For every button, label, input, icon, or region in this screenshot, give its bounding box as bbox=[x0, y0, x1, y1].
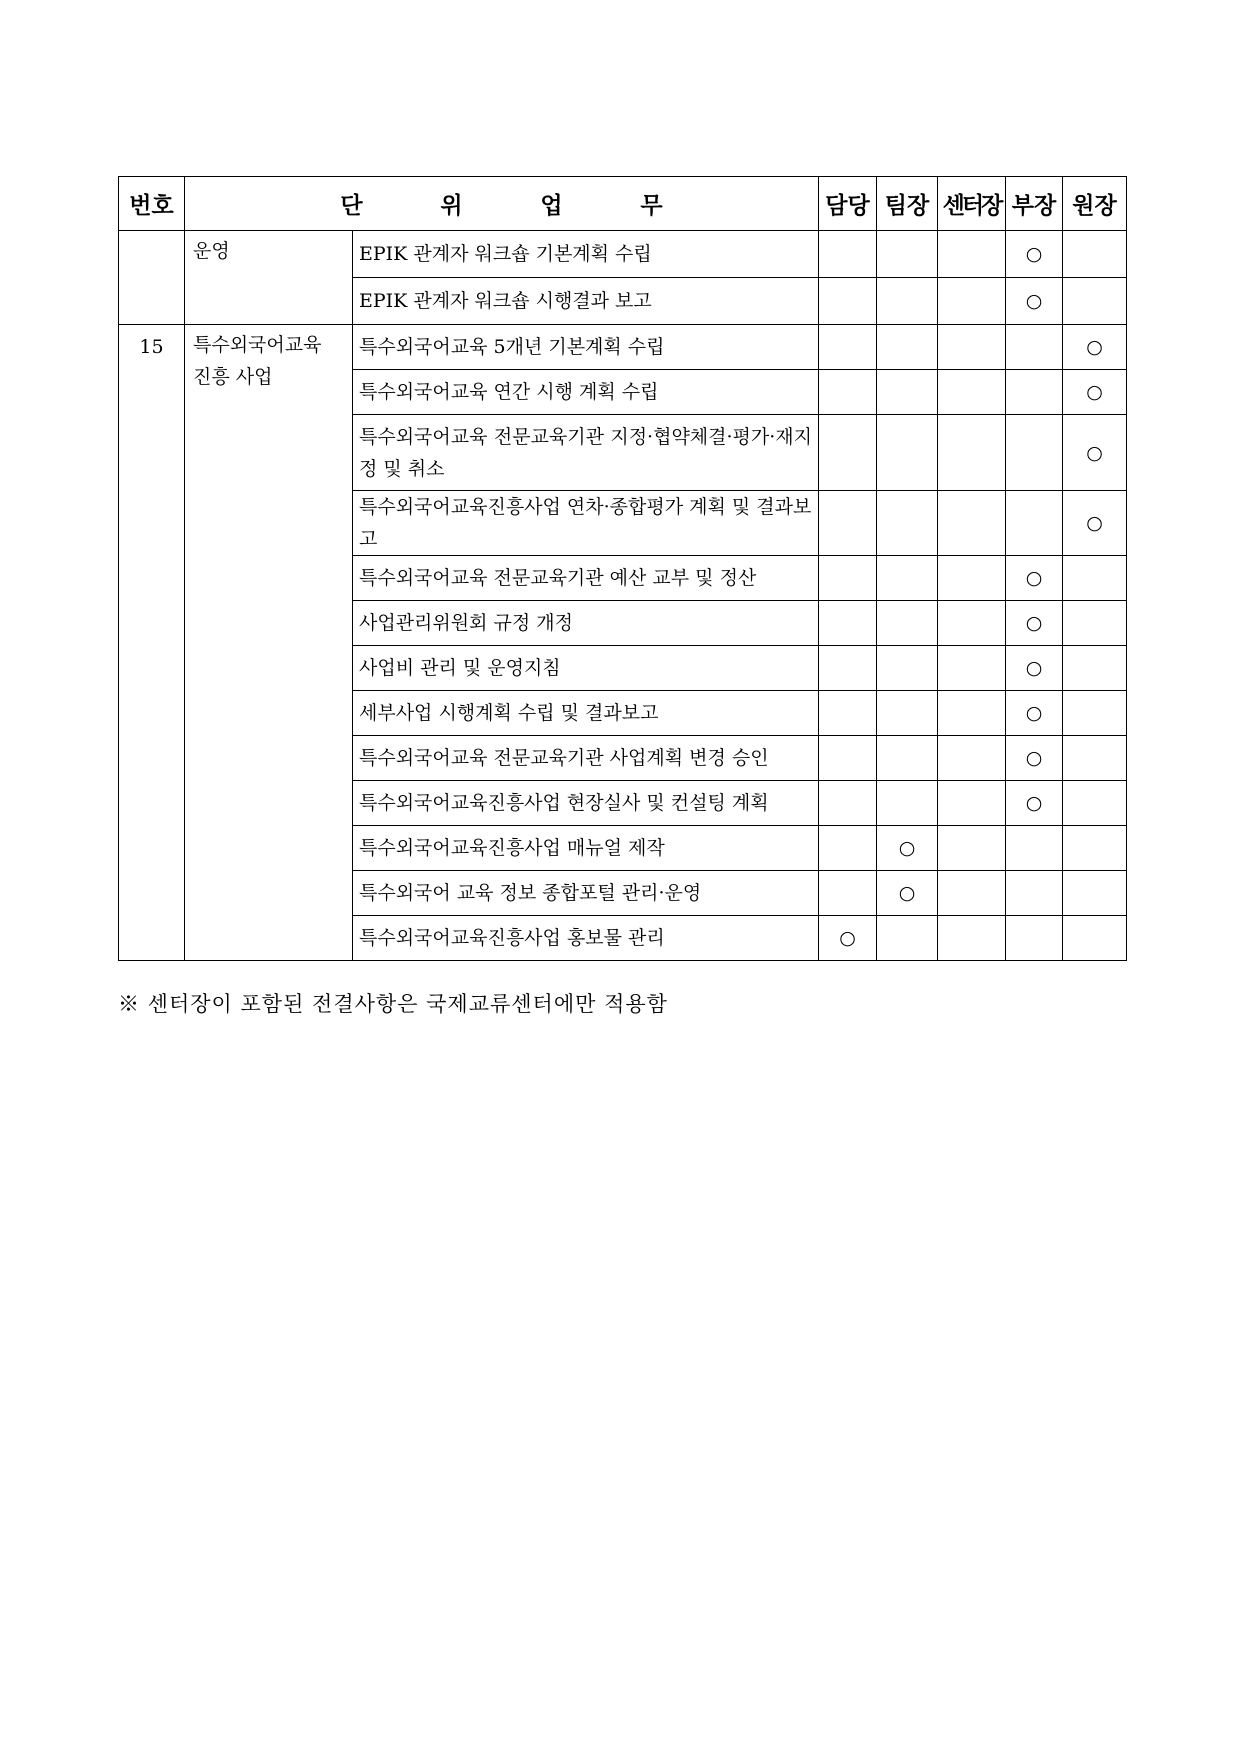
task-category: 운영 bbox=[185, 231, 353, 325]
approval-mark-department-head bbox=[1006, 916, 1063, 961]
approval-mark-director bbox=[1063, 556, 1127, 601]
task-description: 특수외국어교육 전문교육기관 예산 교부 및 정산 bbox=[353, 556, 819, 601]
approval-mark-center-head bbox=[938, 736, 1006, 781]
approval-mark-director bbox=[1063, 278, 1127, 325]
task-description: 특수외국어교육진흥사업 홍보물 관리 bbox=[353, 916, 819, 961]
approval-mark-staff bbox=[819, 781, 877, 826]
approval-mark-staff bbox=[819, 231, 877, 278]
header-role-director: 원장 bbox=[1063, 177, 1127, 231]
approval-mark-staff bbox=[819, 646, 877, 691]
approval-mark-department-head bbox=[1006, 370, 1063, 415]
approval-mark-director bbox=[1063, 601, 1127, 646]
approval-mark-staff bbox=[819, 491, 877, 556]
approval-mark-staff bbox=[819, 871, 877, 916]
approval-mark-center-head bbox=[938, 370, 1006, 415]
approval-mark-staff bbox=[819, 415, 877, 491]
row-number: 15 bbox=[119, 325, 185, 961]
approval-mark-director: ○ bbox=[1063, 415, 1127, 491]
approval-mark-center-head bbox=[938, 556, 1006, 601]
approval-mark-staff bbox=[819, 556, 877, 601]
approval-mark-team-leader bbox=[877, 491, 938, 556]
approval-mark-center-head bbox=[938, 691, 1006, 736]
approval-mark-department-head: ○ bbox=[1006, 231, 1063, 278]
approval-mark-director bbox=[1063, 916, 1127, 961]
task-category: 특수외국어교육 진흥 사업 bbox=[185, 325, 353, 961]
approval-mark-team-leader bbox=[877, 781, 938, 826]
approval-mark-department-head bbox=[1006, 415, 1063, 491]
approval-mark-team-leader bbox=[877, 415, 938, 491]
task-description: 특수외국어교육 전문교육기관 사업계획 변경 승인 bbox=[353, 736, 819, 781]
approval-mark-director: ○ bbox=[1063, 325, 1127, 370]
header-role-staff: 담당 bbox=[819, 177, 877, 231]
approval-mark-center-head bbox=[938, 781, 1006, 826]
header-task-char: 단 bbox=[340, 192, 363, 219]
approval-mark-department-head bbox=[1006, 325, 1063, 370]
approval-mark-team-leader bbox=[877, 601, 938, 646]
approval-authority-table bbox=[118, 176, 1127, 961]
task-description: 특수외국어교육진흥사업 현장실사 및 컨설팅 계획 bbox=[353, 781, 819, 826]
task-description: EPIK 관계자 워크숍 시행결과 보고 bbox=[353, 278, 819, 325]
approval-mark-center-head bbox=[938, 646, 1006, 691]
approval-mark-team-leader bbox=[877, 231, 938, 278]
header-number: 번호 bbox=[119, 177, 185, 231]
approval-mark-center-head bbox=[938, 278, 1006, 325]
approval-mark-team-leader bbox=[877, 278, 938, 325]
approval-mark-department-head: ○ bbox=[1006, 278, 1063, 325]
approval-mark-staff bbox=[819, 691, 877, 736]
table-body bbox=[119, 231, 1127, 961]
task-description: 특수외국어교육 5개년 기본계획 수립 bbox=[353, 325, 819, 370]
header-role-center-head: 센터장 bbox=[938, 177, 1006, 231]
row-number bbox=[119, 231, 185, 325]
approval-mark-team-leader bbox=[877, 556, 938, 601]
approval-mark-staff bbox=[819, 736, 877, 781]
approval-mark-staff: ○ bbox=[819, 916, 877, 961]
approval-mark-center-head bbox=[938, 826, 1006, 871]
header-role-department-head: 부장 bbox=[1006, 177, 1063, 231]
approval-mark-director bbox=[1063, 691, 1127, 736]
approval-mark-director bbox=[1063, 781, 1127, 826]
approval-mark-department-head: ○ bbox=[1006, 601, 1063, 646]
approval-mark-director bbox=[1063, 231, 1127, 278]
approval-mark-center-head bbox=[938, 601, 1006, 646]
approval-mark-staff bbox=[819, 278, 877, 325]
header-row bbox=[119, 177, 1127, 231]
approval-mark-department-head: ○ bbox=[1006, 646, 1063, 691]
approval-mark-center-head bbox=[938, 231, 1006, 278]
approval-mark-center-head bbox=[938, 491, 1006, 556]
task-description: 특수외국어 교육 정보 종합포털 관리·운영 bbox=[353, 871, 819, 916]
approval-mark-center-head bbox=[938, 916, 1006, 961]
approval-mark-department-head: ○ bbox=[1006, 736, 1063, 781]
table-row bbox=[119, 325, 1127, 370]
approval-mark-department-head bbox=[1006, 491, 1063, 556]
approval-mark-team-leader bbox=[877, 736, 938, 781]
approval-mark-team-leader: ○ bbox=[877, 826, 938, 871]
task-description: 특수외국어교육 연간 시행 계획 수립 bbox=[353, 370, 819, 415]
approval-mark-team-leader bbox=[877, 916, 938, 961]
approval-mark-team-leader: ○ bbox=[877, 871, 938, 916]
task-description: 사업비 관리 및 운영지침 bbox=[353, 646, 819, 691]
approval-mark-department-head bbox=[1006, 871, 1063, 916]
approval-mark-team-leader bbox=[877, 325, 938, 370]
approval-mark-center-head bbox=[938, 325, 1006, 370]
approval-mark-director: ○ bbox=[1063, 370, 1127, 415]
approval-mark-department-head bbox=[1006, 826, 1063, 871]
footnote: ※ 센터장이 포함된 전결사항은 국제교류센터에만 적용함 bbox=[118, 992, 668, 1016]
task-description: 특수외국어교육 전문교육기관 지정·협약체결·평가·재지정 및 취소 bbox=[353, 415, 819, 491]
approval-mark-director bbox=[1063, 826, 1127, 871]
approval-mark-director: ○ bbox=[1063, 491, 1127, 556]
task-description: 세부사업 시행계획 수립 및 결과보고 bbox=[353, 691, 819, 736]
approval-mark-staff bbox=[819, 826, 877, 871]
header-task-char: 업 bbox=[540, 192, 563, 219]
header-task-char: 위 bbox=[440, 192, 463, 219]
approval-mark-staff bbox=[819, 601, 877, 646]
task-description: 특수외국어교육진흥사업 연차·종합평가 계획 및 결과보고 bbox=[353, 491, 819, 556]
approval-mark-center-head bbox=[938, 871, 1006, 916]
approval-mark-staff bbox=[819, 370, 877, 415]
approval-mark-team-leader bbox=[877, 646, 938, 691]
approval-mark-director bbox=[1063, 646, 1127, 691]
header-role-team-leader: 팀장 bbox=[877, 177, 938, 231]
approval-mark-department-head: ○ bbox=[1006, 556, 1063, 601]
approval-mark-director bbox=[1063, 871, 1127, 916]
approval-mark-center-head bbox=[938, 415, 1006, 491]
task-description: 사업관리위원회 규정 개정 bbox=[353, 601, 819, 646]
header-unit-task bbox=[185, 177, 819, 231]
task-description: 특수외국어교육진흥사업 매뉴얼 제작 bbox=[353, 826, 819, 871]
approval-mark-department-head: ○ bbox=[1006, 691, 1063, 736]
table-row bbox=[119, 231, 1127, 278]
approval-mark-team-leader bbox=[877, 370, 938, 415]
approval-mark-team-leader bbox=[877, 691, 938, 736]
approval-mark-staff bbox=[819, 325, 877, 370]
approval-mark-department-head: ○ bbox=[1006, 781, 1063, 826]
header-task-char: 무 bbox=[640, 192, 663, 219]
task-description: EPIK 관계자 워크숍 기본계획 수립 bbox=[353, 231, 819, 278]
approval-mark-director bbox=[1063, 736, 1127, 781]
